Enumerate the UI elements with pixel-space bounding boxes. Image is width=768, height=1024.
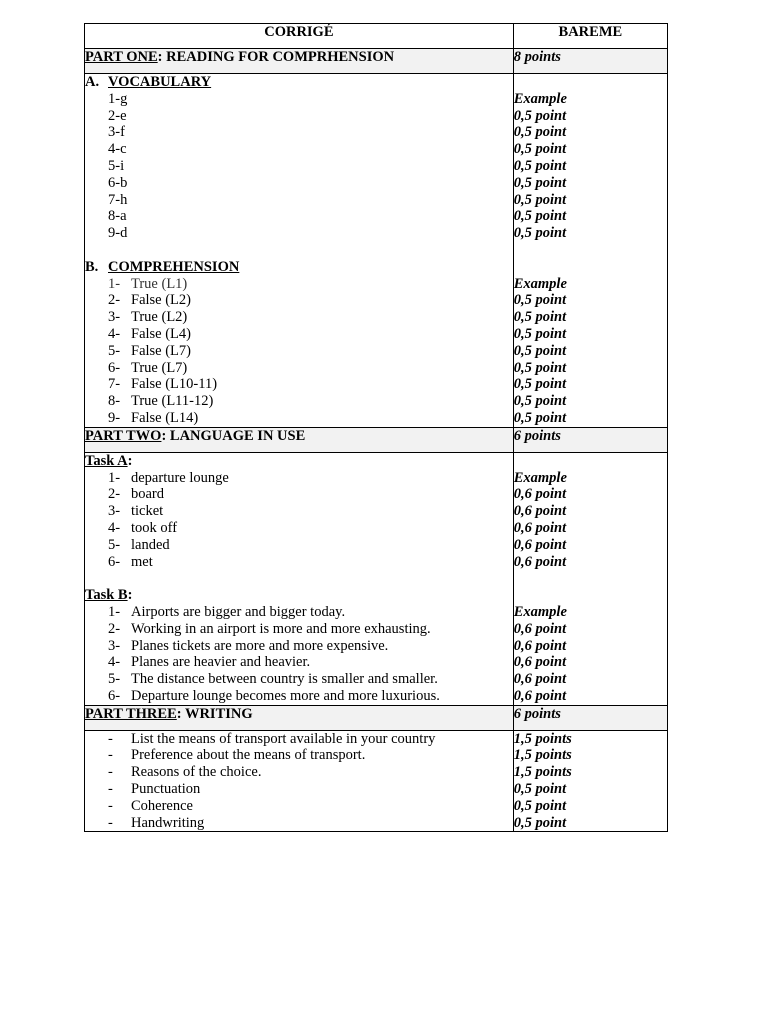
writing-score: 1,5 points <box>513 747 572 764</box>
part-three-title <box>85 705 514 730</box>
task-b-score: 0,6 point <box>513 654 567 671</box>
writing-score: 0,5 point <box>513 781 567 798</box>
task-b-answer: 6- Departure lounge becomes more and more luxurious. <box>108 687 440 704</box>
part-one-label: PART ONE <box>85 49 158 65</box>
part-two-label: PART TWO <box>85 427 162 444</box>
vocab-answer: 1-g <box>108 90 128 107</box>
comp-answer: 3- True (L2) <box>108 309 188 326</box>
writing-score: 0,5 point <box>513 814 567 831</box>
part-three-row <box>85 705 668 730</box>
part-two-body <box>85 452 668 705</box>
task-a-heading: Task A: <box>85 452 133 469</box>
vocab-answer: 8-a <box>108 208 127 225</box>
part-one-scores <box>513 74 667 428</box>
writing-criterion: - List the means of transport available in your country <box>108 730 436 747</box>
task-a-answer: 1- departure lounge <box>108 469 229 486</box>
part-one-body <box>85 74 668 428</box>
vocab-score: 0,5 point <box>513 141 567 158</box>
vocab-answer: 9-d <box>108 225 128 242</box>
vocab-score: Example <box>513 90 567 107</box>
vocab-answer: 6-b <box>108 174 128 191</box>
comp-score: 0,5 point <box>513 409 567 426</box>
comp-score: 0,5 point <box>513 393 567 410</box>
writing-criterion: - Reasons of the choice. <box>108 764 262 781</box>
answer-key-table <box>84 23 668 832</box>
task-a-score: 0,6 point <box>513 503 567 520</box>
part-two-title <box>85 427 514 452</box>
comp-score: 0,5 point <box>513 325 567 342</box>
task-a-score: 0,6 point <box>513 486 567 503</box>
comp-answer: 1- True (L1) <box>108 275 188 292</box>
part-three-points: 6 points <box>513 705 667 730</box>
task-b-answer: 4- Planes are heavier and heavier. <box>108 654 311 671</box>
comp-score: Example <box>513 275 567 292</box>
vocab-score: 0,5 point <box>513 208 567 225</box>
task-a-answer: 3- ticket <box>108 503 164 520</box>
task-a-score: 0,6 point <box>513 519 567 536</box>
task-b-score: 0,6 point <box>513 687 567 704</box>
comp-answer: 9- False (L14) <box>108 409 199 426</box>
vocab-answer: 3-f <box>108 124 125 141</box>
comp-answer: 6- True (L7) <box>108 359 188 376</box>
vocab-answer: 2-e <box>108 107 127 124</box>
comp-score: 0,5 point <box>513 309 567 326</box>
task-b-answer: 3- Planes tickets are more and more expensive. <box>108 637 389 654</box>
vocab-answer: 7-h <box>108 191 128 208</box>
task-b-title: Task B <box>85 587 128 604</box>
part-three-body <box>85 730 668 832</box>
task-b-score: Example <box>513 603 567 620</box>
task-a-answer: 2- board <box>108 486 165 503</box>
writing-score: 0,5 point <box>513 797 567 814</box>
vocab-title: VOCABULARY <box>108 74 212 90</box>
vocab-score: 0,5 point <box>513 157 567 174</box>
part-three-label: PART THREE <box>85 705 177 722</box>
task-b-score: 0,6 point <box>513 620 567 637</box>
comp-answer: 4- False (L4) <box>108 325 191 342</box>
part-one-subtitle: : READING FOR COMPRHENSION <box>157 49 395 65</box>
task-a-score: Example <box>513 469 567 486</box>
part-one-title <box>85 49 514 74</box>
vocab-score: 0,5 point <box>513 191 567 208</box>
comp-score: 0,5 point <box>513 292 567 309</box>
comp-letter: B. <box>85 258 99 275</box>
task-a-title: Task A <box>85 452 128 469</box>
part-two-points: 6 points <box>513 427 667 452</box>
comp-score: 0,5 point <box>513 376 567 393</box>
vocab-letter: A. <box>85 74 100 90</box>
task-a-score: 0,6 point <box>513 536 567 553</box>
vocab-score: 0,5 point <box>513 107 567 124</box>
part-two-answers <box>85 452 514 705</box>
part-one-row <box>85 49 668 74</box>
vocab-answer: 5-i <box>108 157 125 174</box>
comp-answer: 8- True (L11-12) <box>108 393 214 410</box>
vocab-heading <box>85 74 513 91</box>
writing-criterion: - Punctuation <box>108 781 201 798</box>
part-two-subtitle: : LANGUAGE IN USE <box>161 427 306 444</box>
writing-criterion: - Coherence <box>108 797 193 814</box>
header-row <box>85 24 668 49</box>
task-b-heading: Task B: <box>85 587 133 604</box>
writing-criterion: - Preference about the means of transport. <box>108 747 366 764</box>
task-b-answer: 1- Airports are bigger and bigger today. <box>108 603 346 620</box>
vocab-score: 0,5 point <box>513 174 567 191</box>
comp-answer: 5- False (L7) <box>108 342 191 359</box>
part-one-points: 8 points <box>513 49 667 74</box>
writing-score: 1,5 points <box>513 730 572 747</box>
task-b-score: 0,6 point <box>513 671 567 688</box>
comp-answer: 2- False (L2) <box>108 292 191 309</box>
task-a-answer: 5- landed <box>108 536 170 553</box>
vocab-score: 0,5 point <box>513 124 567 141</box>
writing-score: 1,5 points <box>513 764 572 781</box>
header-bareme: BAREME <box>513 24 667 49</box>
task-a-answer: 6- met <box>108 553 153 570</box>
part-two-scores <box>513 452 667 705</box>
vocab-answer: 4-c <box>108 141 127 158</box>
comp-heading <box>85 259 513 276</box>
part-one-answers <box>85 74 514 428</box>
vocab-score: 0,5 point <box>513 225 567 242</box>
part-three-criteria <box>85 730 514 832</box>
part-two-row <box>85 427 668 452</box>
task-b-answer: 5- The distance between country is smaller and smaller. <box>108 671 438 688</box>
part-three-scores <box>513 730 667 832</box>
task-b-score: 0,6 point <box>513 637 567 654</box>
header-corrige: CORRIGÉ <box>85 24 514 49</box>
task-b-answer: 2- Working in an airport is more and more exhausting. <box>108 620 431 637</box>
comp-title: COMPREHENSION <box>108 258 240 275</box>
task-a-answer: 4- took off <box>108 519 178 536</box>
part-three-subtitle: : WRITING <box>176 705 253 722</box>
task-a-score: 0,6 point <box>513 553 567 570</box>
comp-score: 0,5 point <box>513 359 567 376</box>
writing-criterion: - Handwriting <box>108 814 205 831</box>
comp-score: 0,5 point <box>513 342 567 359</box>
comp-answer: 7- False (L10-11) <box>108 376 218 393</box>
